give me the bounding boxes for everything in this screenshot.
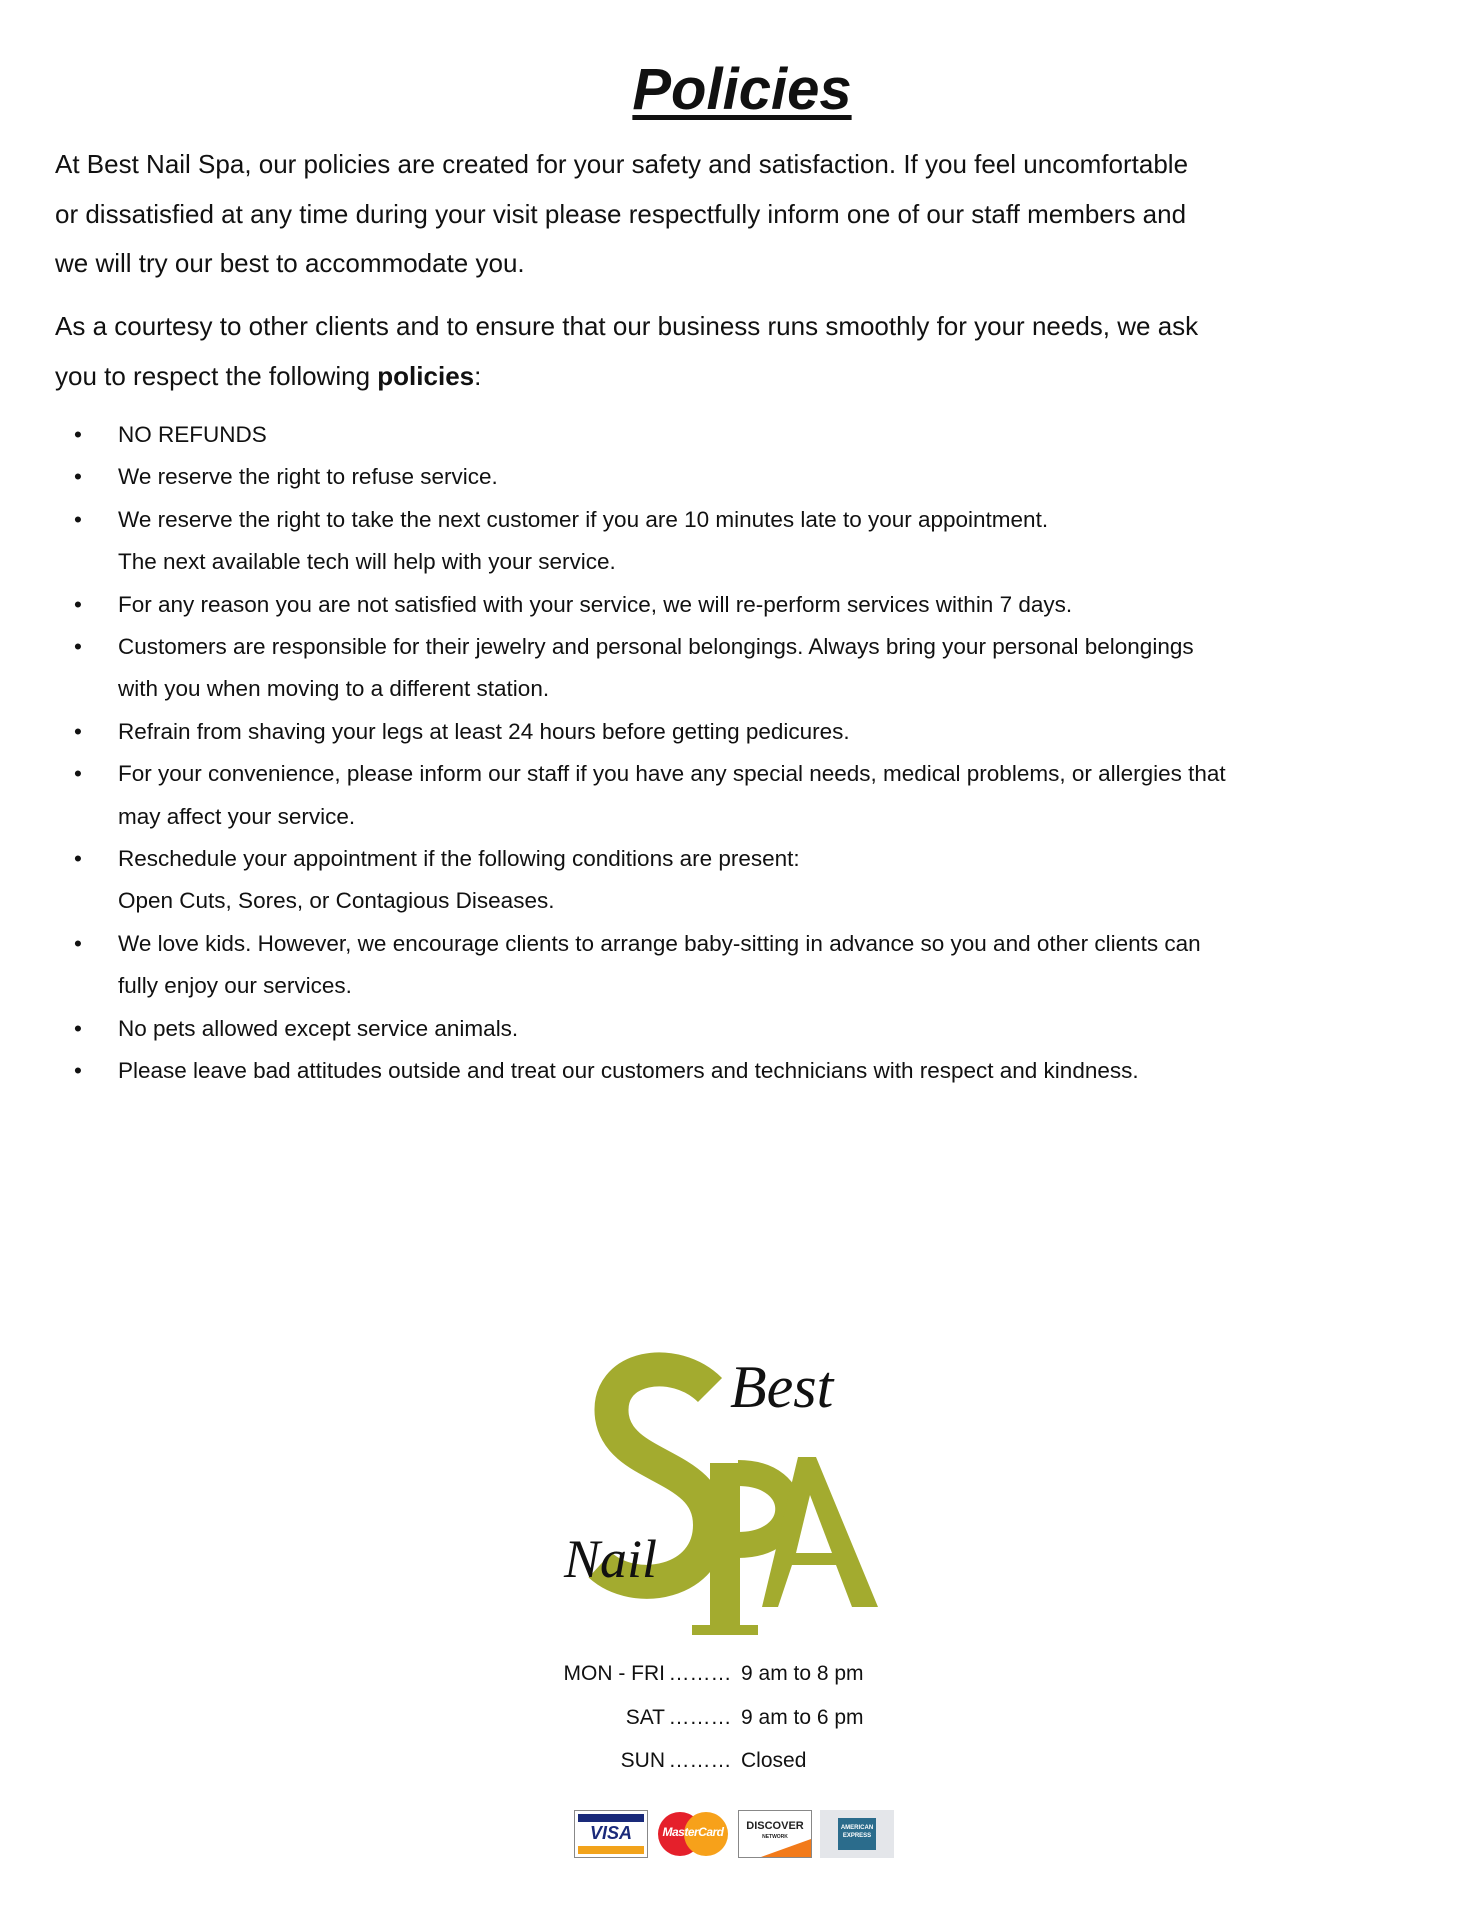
hours-day: SUN — [620, 1749, 665, 1772]
policy-item — [55, 414, 1226, 456]
policies-bold: policies — [377, 360, 475, 391]
payment-cards — [574, 1810, 894, 1858]
hours-row — [540, 1739, 864, 1783]
policy-item — [55, 753, 1226, 838]
policy-list — [55, 414, 1226, 1093]
policy-text: Open Cuts, Sores, or Contagious Diseases. — [118, 888, 555, 914]
hours-dots: ……… — [668, 1662, 732, 1685]
hours-time: 9 am to 8 pm — [741, 1662, 864, 1685]
policy-item — [55, 626, 1226, 711]
logo-p-stem — [710, 1463, 740, 1633]
policy-text: • We reserve the right to take the next customer if you are 10 minutes late to your appointment. — [118, 506, 1049, 532]
courtesy-paragraph — [55, 302, 1198, 401]
courtesy-line: As a courtesy to other clients and to ensure that our business runs smoothly for your needs, we ask — [55, 311, 1199, 341]
intro-paragraph — [55, 140, 1188, 289]
policy-item — [55, 838, 1226, 923]
policy-text: • Reschedule your appointment if the following conditions are present: — [118, 846, 800, 872]
best-nail-spa-logo — [560, 1345, 890, 1645]
policy-item — [55, 1008, 1226, 1050]
policy-text: may affect your service. — [118, 803, 356, 829]
policy-item — [55, 923, 1226, 1008]
policy-item — [55, 584, 1226, 626]
logo-best: Best — [730, 1354, 834, 1420]
mastercard-icon: MasterCard — [656, 1810, 730, 1858]
hours-time: Closed — [741, 1749, 807, 1772]
hours-time: 9 am to 6 pm — [741, 1705, 864, 1729]
policy-text: • For your convenience, please inform our staff if you have any special needs, medical problems, or allergies that — [118, 761, 1226, 787]
amex-card-icon: AMERICAN EXPRESS — [820, 1810, 894, 1858]
policy-text: fully enjoy our services. — [118, 973, 352, 999]
intro-line: we will try our best to accommodate you. — [55, 248, 525, 278]
policy-text: with you when moving to a different station. — [118, 676, 550, 702]
policy-text: • We love kids. However, we encourage clients to arrange baby-sitting in advance so you and other clients can — [118, 930, 1201, 956]
hours-row — [540, 1696, 864, 1740]
business-hours — [540, 1652, 864, 1783]
policy-text: • Customers are responsible for their jewelry and personal belongings. Always bring your personal belongings — [118, 634, 1194, 660]
policy-text: • No pets allowed except service animals. — [118, 1015, 519, 1041]
logo-nail: Nail — [564, 1529, 658, 1589]
hours-dots: ……… — [668, 1749, 732, 1772]
policy-item — [55, 499, 1226, 584]
logo-p-serif — [692, 1625, 758, 1635]
intro-line: or dissatisfied at any time during your visit please respectfully inform one of our staff members and — [55, 198, 1187, 229]
policy-item — [55, 456, 1226, 498]
hours-dots: ……… — [668, 1705, 732, 1729]
policy-text: • For any reason you are not satisfied with your service, we will re-perform services within 7 days. — [118, 591, 1073, 617]
intro-line: At Best Nail Spa, our policies are created for your safety and satisfaction. If you feel uncomfortable — [55, 149, 1189, 179]
policy-text: • NO REFUNDS — [118, 422, 267, 447]
hours-day: SAT — [625, 1705, 665, 1729]
courtesy-text: you to respect the following — [55, 360, 378, 391]
courtesy-line — [55, 352, 1198, 402]
colon: : — [474, 360, 482, 391]
page-title: Policies — [632, 57, 852, 122]
policy-text: • Please leave bad attitudes outside and treat our customers and technicians with respect and kindness. — [118, 1058, 1139, 1084]
hours-day: MON - FRI — [563, 1662, 665, 1685]
policy-item — [55, 711, 1226, 753]
hours-row — [540, 1652, 864, 1696]
discover-card-icon: DISCOVER NETWORK — [738, 1810, 812, 1858]
policy-text: The next available tech will help with your service. — [118, 549, 616, 575]
policy-text: • Refrain from shaving your legs at least 24 hours before getting pedicures. — [118, 718, 850, 744]
visa-card-icon: VISA — [574, 1810, 648, 1858]
policy-text: • We reserve the right to refuse service. — [118, 464, 498, 490]
policy-item — [55, 1050, 1226, 1092]
